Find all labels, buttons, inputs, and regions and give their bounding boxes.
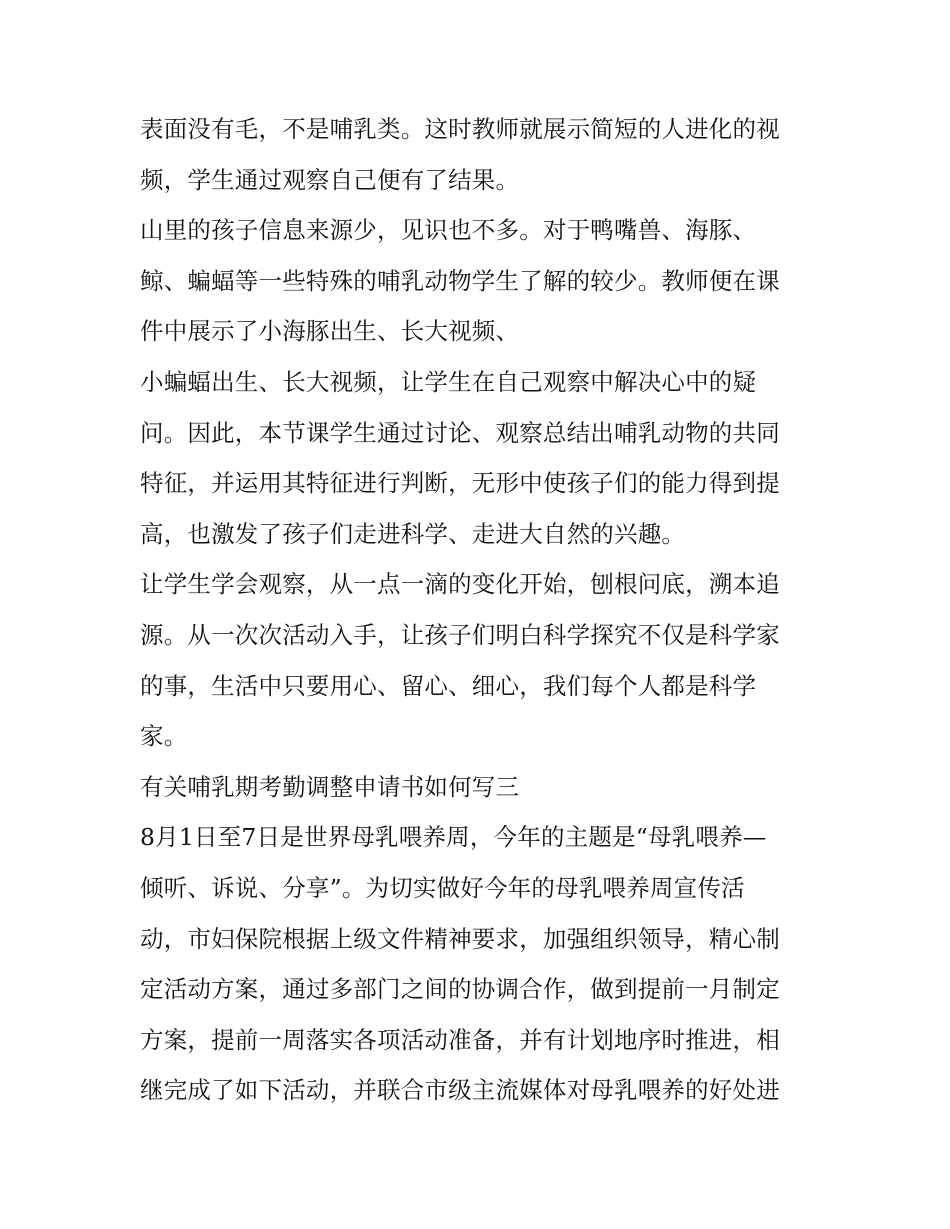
text-line: 表面没有毛，不是哺乳类。这时教师就展示简短的人进化的视	[140, 115, 780, 143]
text-line: 倾听、诉说、分享”。为切实做好今年的母乳喂养周宣传活	[140, 873, 745, 902]
text-line: 件中展示了小海豚出生、长大视频、	[140, 317, 520, 346]
text-line: 频，学生通过观察自己便有了结果。	[140, 165, 520, 194]
text-line: 让学生学会观察，从一点一滴的变化开始，刨根问底，溯本追	[140, 570, 780, 599]
text-line: 问。因此，本节课学生通过讨论、观察总结出哺乳动物的共同	[140, 418, 780, 447]
text-line: 定活动方案，通过多部门之间的协调合作，做到提前一月制定	[140, 975, 780, 1004]
text-line: 方案，提前一周落实各项活动准备，并有计划地序时推进，相	[140, 1025, 780, 1054]
section-heading: 有关哺乳期考勤调整申请书如何写三	[140, 772, 520, 801]
text-line: 高，也激发了孩子们走进科学、走进大自然的兴趣。	[140, 519, 686, 548]
text-line: 的事，生活中只要用心、留心、细心，我们每个人都是科学	[140, 671, 757, 700]
text-line: 动，市妇保院根据上级文件精神要求，加强组织领导，精心制	[140, 924, 780, 953]
text-line: 8月1日至7日是世界母乳喂养周，今年的主题是“母乳喂养—	[140, 823, 767, 852]
text-line: 源。从一次次活动入手，让孩子们明白科学探究不仅是科学家	[140, 620, 780, 649]
text-line: 小蝙蝠出生、长大视频，让学生在自己观察中解决心中的疑	[140, 367, 757, 396]
text-line: 继完成了如下活动，并联合市级主流媒体对母乳喂养的好处进	[140, 1076, 780, 1105]
text-line: 山里的孩子信息来源少，见识也不多。对于鸭嘴兽、海豚、	[140, 216, 757, 245]
text-line: 鲸、蝙蝠等一些特殊的哺乳动物学生了解的较少。教师便在课	[140, 266, 780, 295]
document-body	[140, 104, 820, 1116]
text-line: 特征，并运用其特征进行判断，无形中使孩子们的能力得到提	[140, 469, 780, 498]
text-line: 家。	[140, 722, 188, 751]
